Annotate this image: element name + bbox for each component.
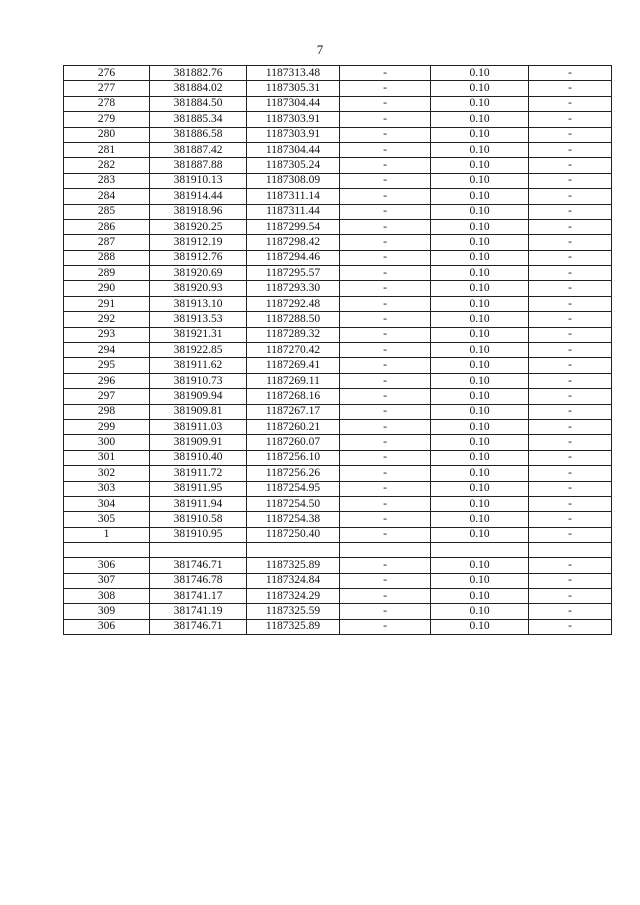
y-coordinate-cell: 1187269.41 — [247, 358, 340, 373]
col6-cell: - — [529, 343, 612, 358]
point-number-cell — [64, 543, 150, 558]
x-coordinate-cell: 381920.69 — [150, 266, 247, 281]
y-coordinate-cell: 1187293.30 — [247, 281, 340, 296]
point-number-cell: 289 — [64, 266, 150, 281]
col6-cell: - — [529, 435, 612, 450]
col4-cell: - — [340, 204, 431, 219]
col6-cell: - — [529, 266, 612, 281]
x-coordinate-cell: 381914.44 — [150, 189, 247, 204]
precision-cell: 0.10 — [431, 266, 529, 281]
col4-cell: - — [340, 250, 431, 265]
table-row — [64, 189, 612, 204]
col4-cell: - — [340, 404, 431, 419]
col4-cell: - — [340, 573, 431, 588]
y-coordinate-cell: 1187305.24 — [247, 158, 340, 173]
y-coordinate-cell: 1187298.42 — [247, 235, 340, 250]
col6-cell: - — [529, 189, 612, 204]
x-coordinate-cell: 381884.02 — [150, 81, 247, 96]
col6-cell: - — [529, 466, 612, 481]
col6-cell: - — [529, 512, 612, 527]
point-number-cell: 281 — [64, 142, 150, 157]
col4-cell: - — [340, 81, 431, 96]
point-number-cell: 285 — [64, 204, 150, 219]
col4-cell: - — [340, 281, 431, 296]
table-row — [64, 573, 612, 588]
x-coordinate-cell: 381746.71 — [150, 619, 247, 634]
y-coordinate-cell: 1187325.89 — [247, 558, 340, 573]
col4-cell: - — [340, 481, 431, 496]
x-coordinate-cell: 381909.81 — [150, 404, 247, 419]
x-coordinate-cell: 381913.10 — [150, 296, 247, 311]
precision-cell: 0.10 — [431, 512, 529, 527]
col6-cell: - — [529, 373, 612, 388]
precision-cell: 0.10 — [431, 235, 529, 250]
point-number-cell: 299 — [64, 419, 150, 434]
x-coordinate-cell: 381885.34 — [150, 112, 247, 127]
col6-cell: - — [529, 250, 612, 265]
col4-cell: - — [340, 96, 431, 111]
col4-cell: - — [340, 512, 431, 527]
table-row — [64, 496, 612, 511]
point-number-cell: 294 — [64, 343, 150, 358]
table-row — [64, 158, 612, 173]
y-coordinate-cell: 1187325.89 — [247, 619, 340, 634]
table-row — [64, 327, 612, 342]
coordinates-table-body — [64, 66, 612, 635]
table-row — [64, 296, 612, 311]
col4-cell: - — [340, 588, 431, 603]
x-coordinate-cell: 381909.91 — [150, 435, 247, 450]
table-row — [64, 281, 612, 296]
col4-cell: - — [340, 558, 431, 573]
point-number-cell: 297 — [64, 389, 150, 404]
col4-cell: - — [340, 66, 431, 81]
table-row — [64, 588, 612, 603]
col4-cell: - — [340, 619, 431, 634]
table-row — [64, 250, 612, 265]
precision-cell: 0.10 — [431, 358, 529, 373]
col4-cell: - — [340, 358, 431, 373]
precision-cell: 0.10 — [431, 173, 529, 188]
precision-cell: 0.10 — [431, 327, 529, 342]
precision-cell: 0.10 — [431, 281, 529, 296]
col6-cell: - — [529, 558, 612, 573]
point-number-cell: 301 — [64, 450, 150, 465]
point-number-cell: 290 — [64, 281, 150, 296]
col6-cell: - — [529, 235, 612, 250]
y-coordinate-cell: 1187304.44 — [247, 142, 340, 157]
col6-cell: - — [529, 481, 612, 496]
col6-cell: - — [529, 96, 612, 111]
y-coordinate-cell: 1187325.59 — [247, 604, 340, 619]
col4-cell: - — [340, 496, 431, 511]
col6-cell: - — [529, 358, 612, 373]
table-row — [64, 235, 612, 250]
point-number-cell: 293 — [64, 327, 150, 342]
precision-cell: 0.10 — [431, 112, 529, 127]
x-coordinate-cell: 381910.58 — [150, 512, 247, 527]
col6-cell: - — [529, 419, 612, 434]
table-row — [64, 619, 612, 634]
y-coordinate-cell: 1187303.91 — [247, 127, 340, 142]
precision-cell: 0.10 — [431, 373, 529, 388]
col4-cell: - — [340, 343, 431, 358]
point-number-cell: 287 — [64, 235, 150, 250]
table-row — [64, 543, 612, 558]
col4-cell: - — [340, 219, 431, 234]
table-row — [64, 419, 612, 434]
coordinates-table — [63, 65, 612, 635]
table-row — [64, 173, 612, 188]
point-number-cell: 291 — [64, 296, 150, 311]
col4-cell: - — [340, 450, 431, 465]
col6-cell: - — [529, 389, 612, 404]
x-coordinate-cell: 381886.58 — [150, 127, 247, 142]
y-coordinate-cell: 1187294.46 — [247, 250, 340, 265]
table-row — [64, 512, 612, 527]
table-row — [64, 204, 612, 219]
col6-cell: - — [529, 450, 612, 465]
x-coordinate-cell: 381921.31 — [150, 327, 247, 342]
y-coordinate-cell: 1187303.91 — [247, 112, 340, 127]
precision-cell: 0.10 — [431, 296, 529, 311]
y-coordinate-cell: 1187260.07 — [247, 435, 340, 450]
point-number-cell: 286 — [64, 219, 150, 234]
point-number-cell: 302 — [64, 466, 150, 481]
col4-cell: - — [340, 127, 431, 142]
y-coordinate-cell: 1187254.95 — [247, 481, 340, 496]
precision-cell: 0.10 — [431, 96, 529, 111]
x-coordinate-cell: 381912.19 — [150, 235, 247, 250]
y-coordinate-cell: 1187256.10 — [247, 450, 340, 465]
col6-cell — [529, 543, 612, 558]
point-number-cell: 278 — [64, 96, 150, 111]
col6-cell: - — [529, 81, 612, 96]
y-coordinate-cell: 1187270.42 — [247, 343, 340, 358]
col6-cell: - — [529, 142, 612, 157]
table-row — [64, 404, 612, 419]
x-coordinate-cell: 381909.94 — [150, 389, 247, 404]
col6-cell: - — [529, 219, 612, 234]
table-row — [64, 466, 612, 481]
y-coordinate-cell: 1187269.11 — [247, 373, 340, 388]
col6-cell: - — [529, 527, 612, 542]
y-coordinate-cell: 1187305.31 — [247, 81, 340, 96]
y-coordinate-cell: 1187254.38 — [247, 512, 340, 527]
x-coordinate-cell: 381911.94 — [150, 496, 247, 511]
precision-cell: 0.10 — [431, 389, 529, 404]
x-coordinate-cell: 381910.13 — [150, 173, 247, 188]
x-coordinate-cell: 381882.76 — [150, 66, 247, 81]
point-number-cell: 280 — [64, 127, 150, 142]
precision-cell: 0.10 — [431, 558, 529, 573]
table-row — [64, 112, 612, 127]
y-coordinate-cell: 1187260.21 — [247, 419, 340, 434]
y-coordinate-cell: 1187308.09 — [247, 173, 340, 188]
col4-cell: - — [340, 604, 431, 619]
point-number-cell: 284 — [64, 189, 150, 204]
table-row — [64, 66, 612, 81]
x-coordinate-cell: 381741.17 — [150, 588, 247, 603]
table-row — [64, 81, 612, 96]
precision-cell: 0.10 — [431, 481, 529, 496]
x-coordinate-cell: 381884.50 — [150, 96, 247, 111]
x-coordinate-cell: 381911.62 — [150, 358, 247, 373]
col4-cell: - — [340, 527, 431, 542]
point-number-cell: 305 — [64, 512, 150, 527]
precision-cell: 0.10 — [431, 435, 529, 450]
point-number-cell: 292 — [64, 312, 150, 327]
precision-cell: 0.10 — [431, 588, 529, 603]
x-coordinate-cell: 381913.53 — [150, 312, 247, 327]
x-coordinate-cell: 381910.40 — [150, 450, 247, 465]
y-coordinate-cell: 1187324.29 — [247, 588, 340, 603]
precision-cell: 0.10 — [431, 204, 529, 219]
table-row — [64, 558, 612, 573]
col4-cell: - — [340, 142, 431, 157]
x-coordinate-cell: 381920.93 — [150, 281, 247, 296]
y-coordinate-cell: 1187292.48 — [247, 296, 340, 311]
precision-cell: 0.10 — [431, 81, 529, 96]
y-coordinate-cell: 1187313.48 — [247, 66, 340, 81]
point-number-cell: 277 — [64, 81, 150, 96]
col4-cell — [340, 543, 431, 558]
x-coordinate-cell: 381746.71 — [150, 558, 247, 573]
table-row — [64, 450, 612, 465]
point-number-cell: 283 — [64, 173, 150, 188]
col6-cell: - — [529, 573, 612, 588]
precision-cell: 0.10 — [431, 450, 529, 465]
table-row — [64, 435, 612, 450]
col6-cell: - — [529, 588, 612, 603]
col6-cell: - — [529, 127, 612, 142]
y-coordinate-cell: 1187311.44 — [247, 204, 340, 219]
y-coordinate-cell: 1187256.26 — [247, 466, 340, 481]
precision-cell: 0.10 — [431, 404, 529, 419]
col6-cell: - — [529, 204, 612, 219]
precision-cell: 0.10 — [431, 496, 529, 511]
y-coordinate-cell: 1187250.40 — [247, 527, 340, 542]
col6-cell: - — [529, 173, 612, 188]
table-row — [64, 358, 612, 373]
y-coordinate-cell — [247, 543, 340, 558]
y-coordinate-cell: 1187288.50 — [247, 312, 340, 327]
point-number-cell: 295 — [64, 358, 150, 373]
col6-cell: - — [529, 327, 612, 342]
point-number-cell: 298 — [64, 404, 150, 419]
table-row — [64, 312, 612, 327]
page-number: 7 — [316, 42, 324, 57]
y-coordinate-cell: 1187254.50 — [247, 496, 340, 511]
precision-cell: 0.10 — [431, 604, 529, 619]
precision-cell: 0.10 — [431, 419, 529, 434]
x-coordinate-cell: 381911.95 — [150, 481, 247, 496]
col6-cell: - — [529, 66, 612, 81]
precision-cell: 0.10 — [431, 250, 529, 265]
table-row — [64, 142, 612, 157]
point-number-cell: 288 — [64, 250, 150, 265]
precision-cell: 0.10 — [431, 527, 529, 542]
y-coordinate-cell: 1187267.17 — [247, 404, 340, 419]
point-number-cell: 306 — [64, 558, 150, 573]
col6-cell: - — [529, 312, 612, 327]
col6-cell: - — [529, 112, 612, 127]
x-coordinate-cell: 381746.78 — [150, 573, 247, 588]
x-coordinate-cell: 381887.42 — [150, 142, 247, 157]
y-coordinate-cell: 1187289.32 — [247, 327, 340, 342]
point-number-cell: 306 — [64, 619, 150, 634]
point-number-cell: 307 — [64, 573, 150, 588]
precision-cell: 0.10 — [431, 466, 529, 481]
x-coordinate-cell: 381922.85 — [150, 343, 247, 358]
col4-cell: - — [340, 296, 431, 311]
col4-cell: - — [340, 373, 431, 388]
x-coordinate-cell: 381910.73 — [150, 373, 247, 388]
table-row — [64, 604, 612, 619]
x-coordinate-cell: 381911.03 — [150, 419, 247, 434]
x-coordinate-cell: 381911.72 — [150, 466, 247, 481]
col6-cell: - — [529, 604, 612, 619]
point-number-cell: 308 — [64, 588, 150, 603]
point-number-cell: 300 — [64, 435, 150, 450]
point-number-cell: 309 — [64, 604, 150, 619]
table-row — [64, 96, 612, 111]
col4-cell: - — [340, 189, 431, 204]
col4-cell: - — [340, 419, 431, 434]
y-coordinate-cell: 1187295.57 — [247, 266, 340, 281]
table-row — [64, 481, 612, 496]
point-number-cell: 1 — [64, 527, 150, 542]
y-coordinate-cell: 1187304.44 — [247, 96, 340, 111]
x-coordinate-cell: 381910.95 — [150, 527, 247, 542]
col6-cell: - — [529, 158, 612, 173]
precision-cell: 0.10 — [431, 127, 529, 142]
x-coordinate-cell: 381912.76 — [150, 250, 247, 265]
col6-cell: - — [529, 404, 612, 419]
col4-cell: - — [340, 173, 431, 188]
col4-cell: - — [340, 266, 431, 281]
point-number-cell: 276 — [64, 66, 150, 81]
point-number-cell: 279 — [64, 112, 150, 127]
x-coordinate-cell — [150, 543, 247, 558]
col4-cell: - — [340, 466, 431, 481]
table-row — [64, 219, 612, 234]
point-number-cell: 282 — [64, 158, 150, 173]
point-number-cell: 303 — [64, 481, 150, 496]
col4-cell: - — [340, 158, 431, 173]
table-row — [64, 527, 612, 542]
precision-cell: 0.10 — [431, 219, 529, 234]
col4-cell: - — [340, 327, 431, 342]
x-coordinate-cell: 381918.96 — [150, 204, 247, 219]
precision-cell: 0.10 — [431, 66, 529, 81]
y-coordinate-cell: 1187268.16 — [247, 389, 340, 404]
table-row — [64, 266, 612, 281]
col6-cell: - — [529, 281, 612, 296]
precision-cell: 0.10 — [431, 619, 529, 634]
precision-cell: 0.10 — [431, 142, 529, 157]
precision-cell: 0.10 — [431, 189, 529, 204]
col4-cell: - — [340, 312, 431, 327]
col4-cell: - — [340, 435, 431, 450]
col6-cell: - — [529, 496, 612, 511]
col6-cell: - — [529, 619, 612, 634]
x-coordinate-cell: 381741.19 — [150, 604, 247, 619]
table-row — [64, 389, 612, 404]
table-row — [64, 127, 612, 142]
col4-cell: - — [340, 389, 431, 404]
precision-cell: 0.10 — [431, 312, 529, 327]
col6-cell: - — [529, 296, 612, 311]
precision-cell: 0.10 — [431, 158, 529, 173]
x-coordinate-cell: 381887.88 — [150, 158, 247, 173]
precision-cell: 0.10 — [431, 343, 529, 358]
table-row — [64, 343, 612, 358]
y-coordinate-cell: 1187299.54 — [247, 219, 340, 234]
y-coordinate-cell: 1187324.84 — [247, 573, 340, 588]
table-row — [64, 373, 612, 388]
col4-cell: - — [340, 112, 431, 127]
point-number-cell: 296 — [64, 373, 150, 388]
precision-cell: 0.10 — [431, 573, 529, 588]
y-coordinate-cell: 1187311.14 — [247, 189, 340, 204]
x-coordinate-cell: 381920.25 — [150, 219, 247, 234]
precision-cell — [431, 543, 529, 558]
point-number-cell: 304 — [64, 496, 150, 511]
col4-cell: - — [340, 235, 431, 250]
